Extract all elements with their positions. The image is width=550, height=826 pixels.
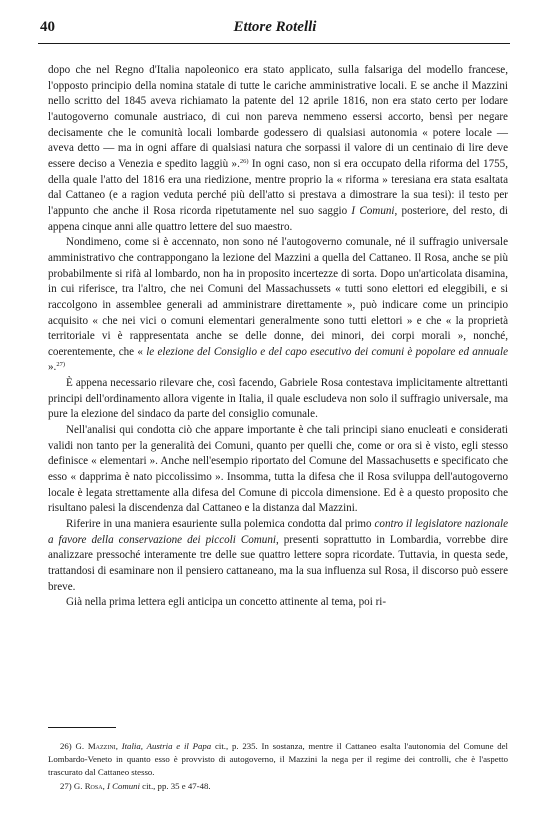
text-run: dopo che nel Regno d'Italia napoleonico era stato applicato, sulla falsariga del modello francese, l'opposto principio della nomina statale di tutte le cariche amministrative locali. E se anche il Mazzini nello scritto del 1845 aveva richiamato la patente del 12 aprile 1816, non era stato certo per lodare l'autogoverno comunale austriaco, di cui non pareva nemmeno essersi accorto, bensì per negare decisamente che le comunità locali lombarde godessero di qualsiasi autonomia « potere locale — aveva detto — ma in ogni affare di qualsiasi natura che sorpassi il valore di un centinaio di lire deve essere deciso a Venezia e spedito laggiù ». — [48, 64, 508, 170]
text-run: Mazzini — [87, 741, 116, 751]
footnote-ref: 27) — [56, 361, 65, 369]
text-run: cit., pp. 35 e 47-48. — [139, 780, 211, 791]
text-run: È appena necessario rilevare che, così facendo, Gabriele Rosa contestava implicitamente altrettanti principi dell'ordinamento allora vigente in Italia, il quale escludeva non solo il suffragio universale, ma pure la elezione del sindaco da parte del consiglio comunale. — [48, 377, 508, 421]
page-number: 40 — [40, 19, 55, 35]
body-text — [48, 63, 508, 611]
text-run: cit., p. 235. In sostanza, mentre il Cattaneo esalta l'autonomia del Comune del Lombardo-Veneto in quanto esso è provvisto di autogoverno, il Mazzini la nega per il regime dei controlli, che è l'aspetto trascurato dal Cattaneo stesso. — [48, 741, 509, 778]
text-run: Rosa — [84, 780, 103, 791]
paragraph — [48, 63, 508, 235]
text-run: Riferire in una maniera esauriente sulla polemica condotta dal primo — [66, 518, 375, 531]
text-run: , — [102, 780, 107, 791]
text-run: 27) G. — [60, 780, 85, 791]
italic-text: I Comuni — [351, 204, 395, 217]
text-run: , posteriore, del resto, di appena cinque anni alle quattro lettere del suo maestro. — [48, 204, 508, 233]
paragraph — [48, 595, 508, 611]
footnote — [48, 740, 508, 780]
italic-text: le elezione del Consiglio e del capo esecutivo dei comuni è popolare ed annuale — [146, 345, 508, 358]
text-run: Già nella prima lettera egli anticipa un concetto attinente al tema, poi ri- — [66, 596, 387, 609]
italic-text: contro il legislatore nazionale a favore della conservazione dei piccoli Comuni — [48, 518, 508, 546]
text-run: Nell'analisi qui condotta ciò che appare importante è che tali principi siano enucleati e considerati validi non tanto per la generalità dei Comuni, quanto per quelli che, come or ora si è visto, egli stesso definisce « elementari ». Anche nell'esempio riportato del Comune del Massachusetts e specificato che esso « dapprima è nato piccolissimo ». Insomma, tutta la difesa che il Rosa sviluppa dell'autogoverno locale è legata strettamente alla difesa del Comune di piccola dimensione. Ed è a questo proposito che risultano palesi la discendenza dal Cattaneo e la distanza dal Mazzini. — [48, 424, 508, 515]
paragraph — [48, 235, 508, 376]
header-rule — [38, 43, 510, 44]
italic-text: I Comuni — [106, 780, 140, 791]
footnote-rule — [48, 727, 116, 728]
text-run: 26) G. — [60, 741, 88, 751]
italic-text: Italia, Austria e il Papa — [121, 741, 212, 751]
paragraph — [48, 376, 508, 423]
text-run: , presenti soprattutto in Lombardia, vorrebbe dire analizzare pressoché interamente tre delle sue quattro lettere sopra ricordate. Tuttavia, in questa sede, trattandosi di esaminare non il pensiero cattaneano, ma la sua influenza sul Rosa, il discorso può essere breve. — [48, 533, 508, 593]
text-run: In ogni caso, non si era occupato della riforma del 1755, della quale l'atto del 1816 era una riedizione, mentre proprio la « riforma » teresiana era stata esaltata dal Cattaneo (e a ragion veduta perché più dell'atto si prestava a dimostrare la sua tesi): il testo per l'appunto che anche il Rosa ricorda ripetutamente nel suo saggio — [48, 157, 508, 217]
text-run: ». — [48, 361, 57, 374]
text-run: Nondimeno, come si è accennato, non sono né l'autogoverno comunale, né il suffragio universale amministrativo che contrappongano la lezione del Mazzini a quella del Cattaneo. Il Rosa, anche se più probabilmente si rifà al lombardo, non ha in proposito incertezze di sorta. Dopo un'articolata disamina, in cui riferisce, tra l'altro, che nei Comuni del Massachussets « tutti sono elettori ed eleggibili, e si raccolgono in assemblee generali ad amministrare direttamente », può indicare come un principio acquisito « che nei vici o comuni elementari generalmente sono tutti elettori » e che « la proprietà territoriale vi è rappresentata anche se delle donne, dei minori, dei corpi morali », nonché, coerentemente, che « — [48, 236, 508, 358]
footnote — [48, 780, 508, 793]
paragraph — [48, 517, 508, 595]
running-head: Ettore Rotelli — [233, 19, 317, 35]
paragraph — [48, 423, 508, 517]
footnote-ref: 26) — [239, 157, 249, 165]
footnotes — [48, 740, 508, 793]
text-run: , — [115, 741, 122, 751]
